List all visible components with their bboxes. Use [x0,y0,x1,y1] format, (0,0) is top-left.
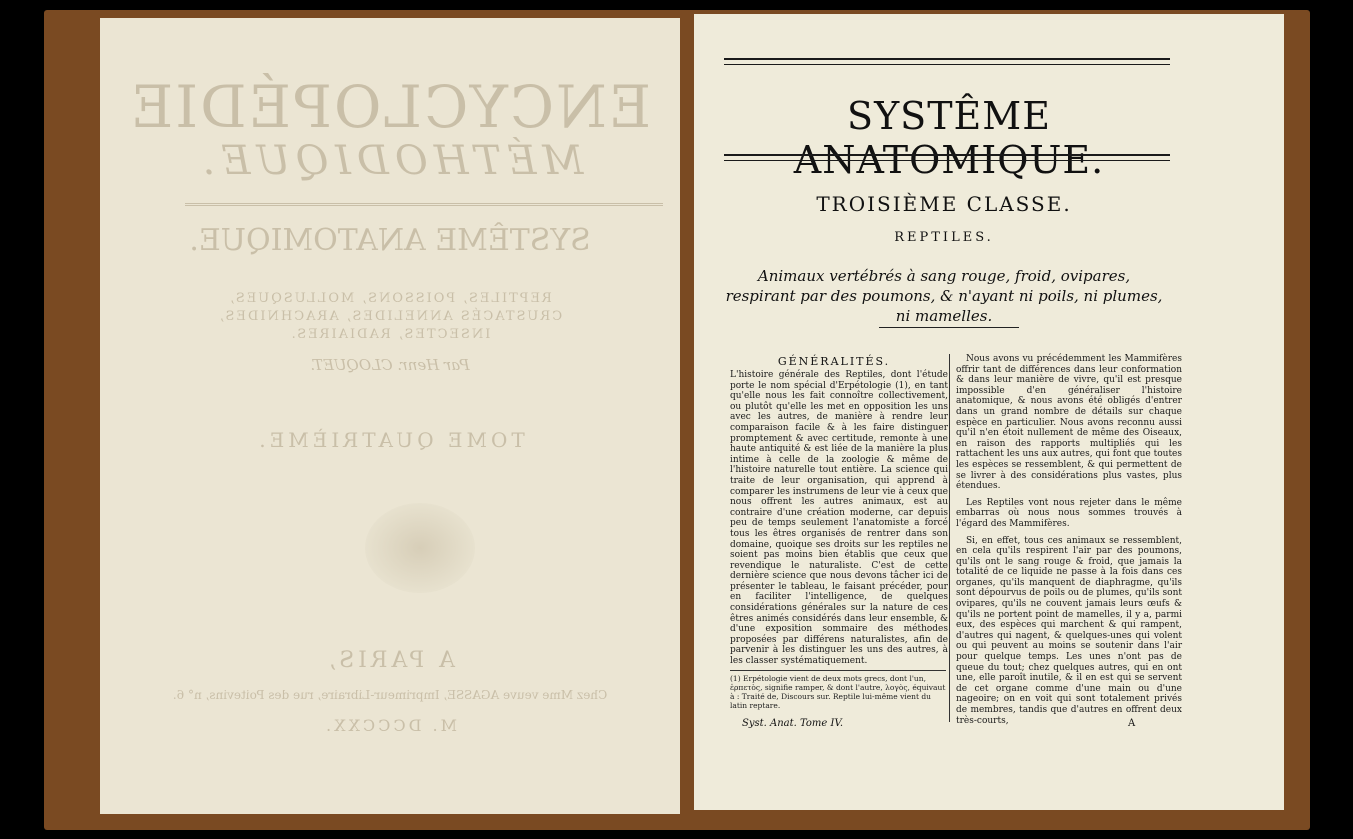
ghost-system: SYSTÊME ANATOMIQUE. [189,223,591,258]
ghost-publisher: Chez Mme veuve AGASSE, Imprimeur-Libraire, rue des Poitevins, n° 6. [172,688,608,702]
signature-mark: A [1128,718,1136,729]
paragraph-1: Nous avons vu précédemment les Mammifères offrir tant de différences dans leur conformation & dans leur manière de vivre, qu'il est presque impossible d'en généraliser l'histoire anatomique, & nous avons été obligés d'entrer dans un grand nombre de détails sur chaque espèce en particulier. Nous avons reconnu aussi qu'il n'en étoit nullement de même des Oiseaux, en raison des rapports multipliés qui les rattachent les uns aux autres, qui font que toutes les espèces se ressemblent, & qui permettent de se livrer à des considérations plus vastes, plus étendues. [956,354,1182,492]
ghost-subjects: REPTILES, POISSONS, MOLLUSQUES, CRUSTACÉS ANNELIDES, ARACHNIDES, INSECTES, RADIAIRES. [217,291,563,342]
ghost-date: M. DCCCXX. [323,716,457,735]
ghost-vignette [365,503,475,593]
title-rule-thin [724,160,1170,161]
section-divider [879,327,1019,328]
title-rule [724,154,1170,156]
left-page [100,18,680,814]
ghost-tome: TOME QUATRIÈME. [255,428,525,452]
ghost-rule [185,203,663,206]
page-title: SYSTÊME ANATOMIQUE. [793,94,1105,182]
ghost-title: ENCYCLOPÉDIE [128,73,652,141]
section-heading: GÉNÉRALITÉS. [777,355,891,368]
footnote: (1) Erpétologie vient de deux mots grecs, dont l'un, ἑρπετὸς, signifie ramper, & dont l'autre, λογὸς, équivaut à : Traité de, Discours sur. Reptile lui-même vient du latin reptare. [730,674,946,710]
reptiles-heading: REPTILES. [894,230,994,245]
ghost-city: A PARIS, [324,648,456,673]
top-rule-thin [724,64,1170,65]
signature: Syst. Anat. Tome IV. [742,718,844,729]
top-rule [724,58,1170,60]
definition: Animaux vertébrés à sang rouge, froid, ovipares, respirant par des poumons, & n'ayant ni poils, ni plumes, ni mamelles. [725,267,1163,325]
classe-heading: TROISIÈME CLASSE. [816,192,1072,216]
ghost-subtitle: MÉTHODIQUE. [196,138,584,184]
right-page [694,14,1284,810]
footnote-rule [730,670,946,671]
ghost-author: Par Henr. CLOQUET. [310,356,470,374]
column-left-text: L'histoire générale des Reptiles, dont l'étude porte le nom spécial d'Erpétologie (1), en tant qu'elle nous les fait connoître collectivement, ou plutôt qu'elle les met en opposition les uns avec les autres, de manière à rendre leur comparaison facile & à les faire distinguer promptement & avec certitude, remonte à une haute antiquité & est liée de la manière la plus intime à celle de la zoologie & même de l'histoire naturelle tout entière. La science qui traite de leur organisation, qui apprend à comparer les instrumens de leur vie à ceux que nous offrent les autres animaux, est au contraire d'une création moderne, car depuis peu de temps seulement l'anatomiste a forcé tous les êtres organisés de rentrer dans son domaine, quoique ses droits sur les reptiles ne soient pas moins bien établis que ceux que revendique le naturaliste. C'est de cette dernière science que nous devons tâcher ici de présenter le tableau, le faisant précéder, pour en faciliter l'intelligence, de quelques considérations générales sur la nature de ces êtres animés considérés dans leur ensemble, & d'une exposition sommaire des méthodes proposées par différens naturalistes, afin de parvenir à les distinguer les uns des autres, à les classer systématiquement. [730,370,948,667]
column-right [956,354,1182,726]
paragraph-2: Les Reptiles vont nous rejeter dans le même embarras où nous nous sommes trouvés à l'égard des Mammifères. [956,497,1182,529]
paragraph-3: Si, en effet, tous ces animaux se ressemblent, en cela qu'ils respirent l'air par des poumons, qu'ils ont le sang rouge & froid, que jamais la totalité de ce liquide ne passe à la fois dans ces organes, qu'ils manquent de diaphragme, qu'ils sont dépourvus de poils ou de plumes, qu'ils sont ovipares, qu'ils ne couvent jamais leurs œufs & qu'ils ne portent point de mamelles, il y a, parmi eux, des espèces qui marchent & qui rampent, d'autres qui nagent, & quelques-unes qui volent ou qui peuvent au moins se soutenir dans l'air pour quelque temps. Les unes n'ont pas de queue du tout; chez quelques autres, qui en ont une, elle paroît inutile, & il en est qui se servent de cet organe comme d'une main ou d'une nageoire; on en voit qui sont totalement privés de membres, tandis que d'autres en offrent deux très-courts, [956,535,1182,726]
column-divider [949,354,950,722]
